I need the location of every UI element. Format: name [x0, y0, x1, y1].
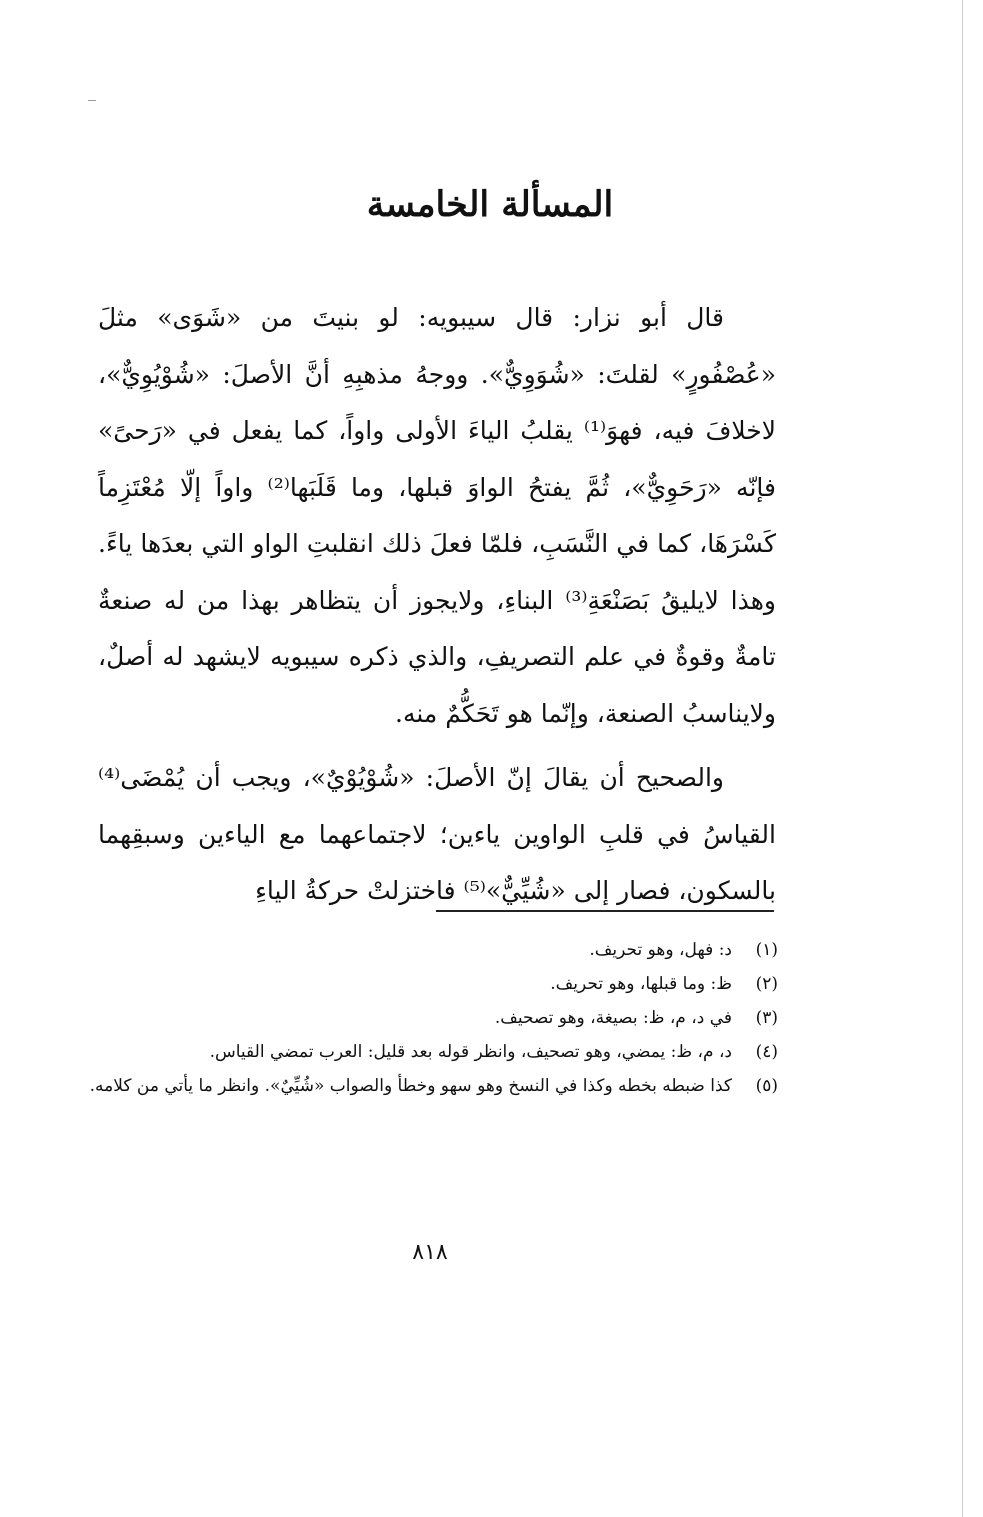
footnote-item: [80, 1037, 778, 1068]
footnote-item: [80, 1071, 778, 1102]
footnotes-list: [80, 935, 778, 1105]
footnote-number: (٥): [755, 1076, 778, 1096]
chapter-title: المسألة الخامسة: [366, 184, 614, 226]
paragraph: قال أبو نزار: قال سيبويه: لو بنيتَ من «شَوَى» مثلَ «عُصْفُورٍ» لقلتَ: «شُوَوِيٌّ». ووجهُ مذهبِهِ أنَّ الأصلَ: «شُوْيُوِيٌّ»، لاخلافَ فيه، فهوَ⁽¹⁾ يقلبُ الياءَ الأولى واواً، كما يفعل في «رَحىً» فإنّه «رَحَوِيٌّ»، ثُمَّ يفتحُ الواوَ قبلها، وما قَلَبَها⁽²⁾ واواً إلّا مُعْتَزِماً كَسْرَهَا، كما في النَّسَبِ، فلمّا فعلَ ذلك انقلبتِ الواو التي بعدَها ياءً. وهذا لايليقُ بَصَنْعَةِ⁽³⁾ البناءِ، ولايجوز أن يتظاهر بهذا من له صنعةٌ تامةٌ وقوةٌ في علم التصريفِ، والذي ذكره سيبويه لايشهد له أصلٌ، ولايناسبُ الصنعة، وإنّما هو تَحَكُّمٌ منه.: [98, 303, 777, 728]
main-text: [98, 290, 776, 920]
page-number: ٨١٨: [412, 1240, 448, 1265]
footnote-number: (٤): [755, 1042, 778, 1062]
footnote-item: [80, 935, 778, 966]
footnote-separator: [436, 910, 774, 912]
footnote-number: (١): [755, 940, 778, 960]
footnote-text: ظ: وما قبلها، وهو تحريف.: [550, 974, 732, 994]
footnote-number: (٢): [755, 974, 778, 994]
scan-mark: [88, 100, 96, 101]
scan-edge-line: [962, 0, 963, 1517]
footnote-item: [80, 1003, 778, 1034]
footnote-item: [80, 969, 778, 1000]
footnote-text: د، م، ظ: يمضي، وهو تصحيف، وانظر قوله بعد قليل: العرب تمضي القياس.: [209, 1042, 732, 1062]
footnote-text: كذا ضبطه بخطه وكذا في النسخ وهو سهو وخطأ والصواب «شُيِّيٌ». وانظر ما يأتي من كلامه.: [89, 1076, 732, 1096]
footnote-text: في د، م، ظ: بصيغة، وهو تصحيف.: [494, 1008, 732, 1028]
paragraph: والصحيح أن يقالَ إنّ الأصلَ: «شُوْيُوْيٌ»، ويجب أن يُمْضَى⁽⁴⁾ القياسُ في قلبِ الواوين ياءين؛ لاجتماعهما مع الياءين وسبقِهما بالسكون، فصار إلى «شُيِّيٌّ»⁽⁵⁾ فاختزلتْ حركةُ الياءِ: [98, 763, 776, 905]
footnote-number: (٣): [755, 1008, 778, 1028]
footnote-text: د: فهل، وهو تحريف.: [589, 940, 732, 960]
